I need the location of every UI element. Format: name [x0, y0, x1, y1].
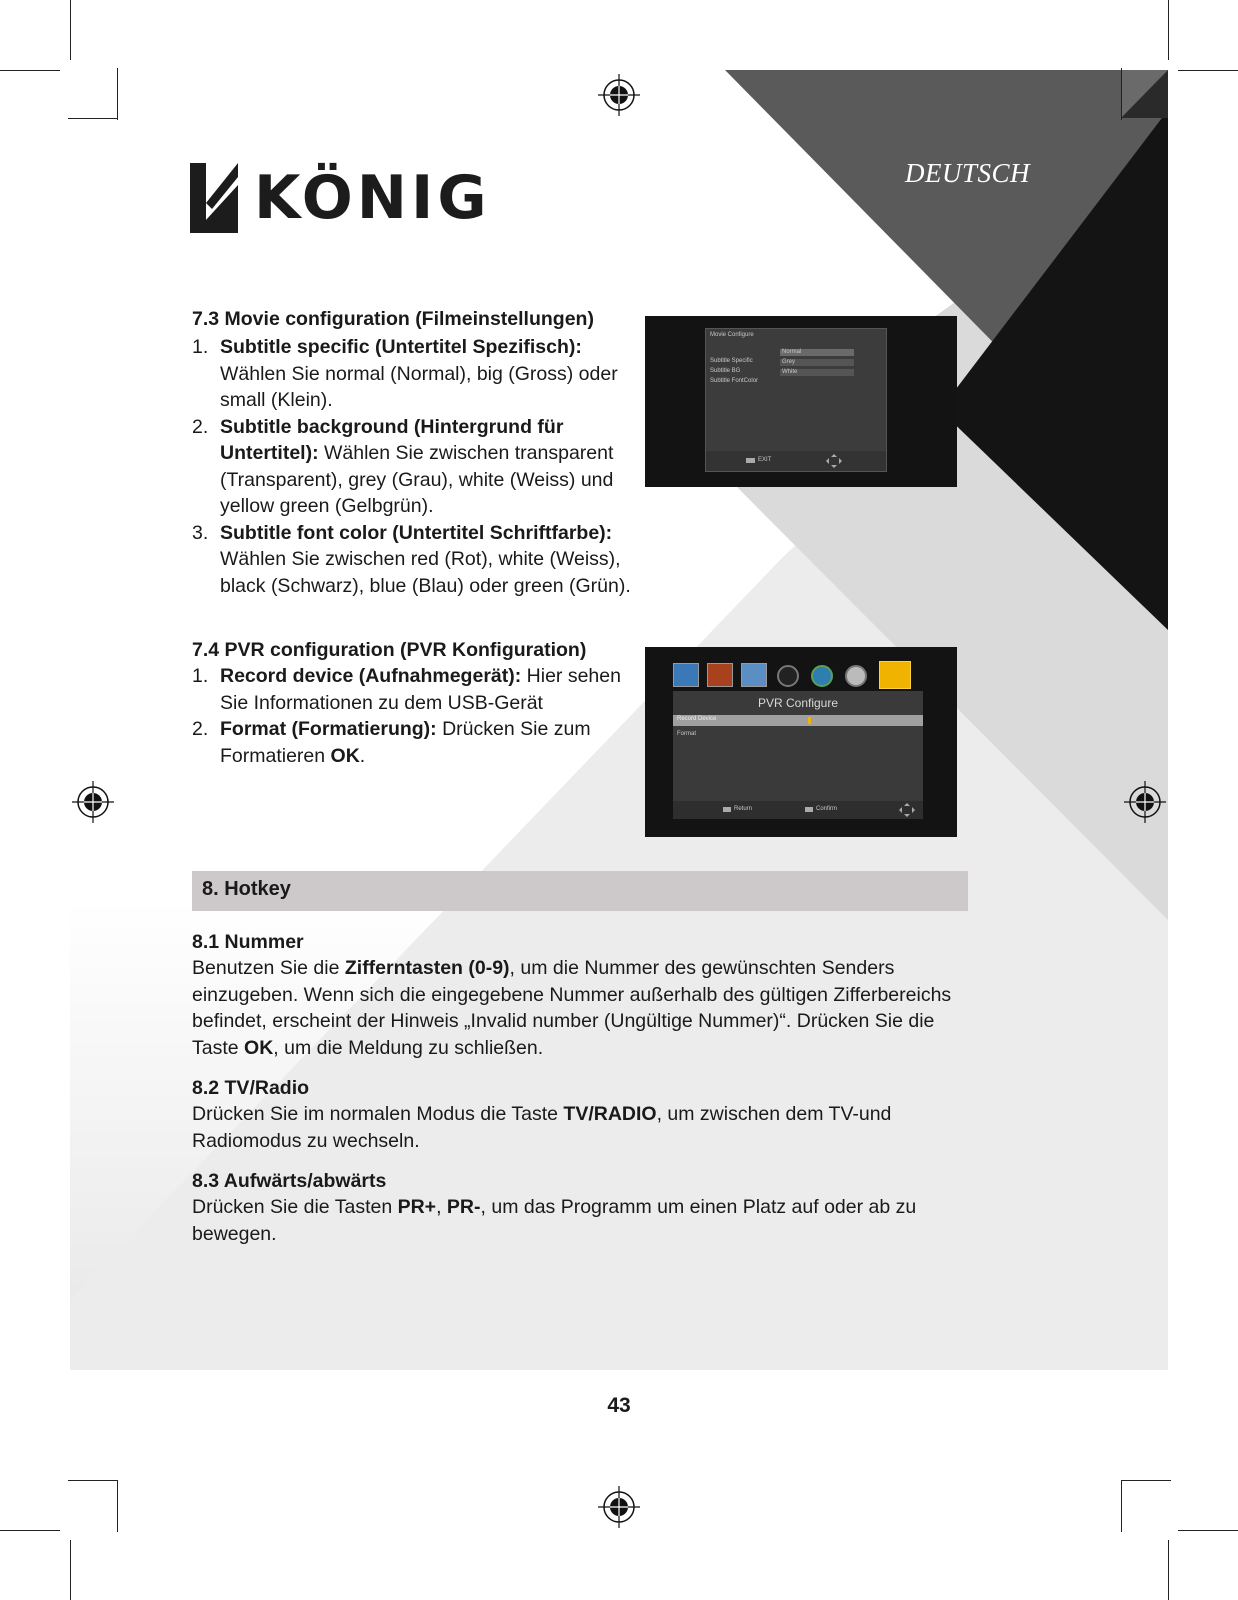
paragraph-key: OK	[244, 1036, 274, 1059]
screen-row	[710, 369, 882, 384]
crop-mark	[1168, 1540, 1169, 1600]
pvr-configure-screenshot	[645, 647, 957, 837]
item-number: 2.	[192, 415, 209, 438]
screen-footer	[706, 451, 886, 471]
item-term: Subtitle font color (Untertitel Schriftfarbe):	[220, 521, 613, 544]
confirm-label: Confirm	[816, 806, 838, 812]
crop-mark	[1121, 1480, 1171, 1481]
paragraph-text: , um das Programm um einen Platz auf oder ab zu bewegen.	[192, 1196, 917, 1245]
paragraph-key: TV/RADIO	[563, 1103, 657, 1125]
crop-mark	[117, 1480, 118, 1532]
list-item	[192, 520, 632, 600]
registration-mark-icon	[1124, 781, 1166, 823]
crop-mark	[70, 0, 71, 60]
crop-mark	[68, 118, 118, 119]
globe-icon	[811, 665, 833, 687]
konig-k-mark-icon	[190, 163, 240, 233]
row-label: Format	[677, 731, 697, 737]
screen-title: Movie Configure	[710, 332, 754, 338]
crop-mark	[1121, 68, 1122, 120]
paragraph-text: ,	[436, 1196, 447, 1218]
registration-mark-icon	[72, 781, 114, 823]
item-term: Format (Formatierung):	[220, 718, 437, 740]
section-heading: 8.3 Aufwärts/abwärts	[192, 1170, 387, 1192]
section-8-2	[192, 1075, 962, 1154]
section-heading: 8.1 Nummer	[192, 931, 304, 953]
crop-mark	[68, 1480, 118, 1481]
movie-configure-screenshot	[645, 316, 957, 487]
item-term: Subtitle specific (Untertitel Spezifisch):	[220, 336, 582, 358]
row-label: Subtitle Specific	[710, 358, 753, 364]
screen-panel	[673, 691, 923, 819]
time-icon	[777, 665, 799, 687]
list-item	[192, 663, 632, 716]
item-text: Wählen Sie zwischen transparent (Transparent), grey (Grau), white (Weiss) und yellow green (Gelbgrün).	[220, 442, 614, 517]
section-heading: 8.2 TV/Radio	[192, 1077, 310, 1099]
section-heading: 7.3 Movie configuration (Filmeinstellungen)	[192, 308, 594, 330]
item-number: 1.	[192, 336, 209, 358]
section-7-3	[192, 306, 632, 599]
screen-row-selected	[673, 715, 923, 726]
item-text: Wählen Sie zwischen red (Rot), white (Weiss), black (Schwarz), blue (Blau) oder green (Grün).	[220, 548, 631, 597]
paragraph-text: , um die Nummer des gewünschten Senders einzugeben. Wenn sich die eingegebene Nummer außerhalb des gültigen Zifferbereichs befindet, erscheint der Hinweis „Invalid number (Ungültige Nummer)“. Drücken Sie die Taste	[192, 957, 952, 1059]
brand-name: KÖNIG	[254, 163, 491, 233]
paragraph-text: , um zwischen dem TV-und Radiomodus zu wechseln.	[192, 1103, 892, 1152]
paragraph	[192, 1194, 962, 1247]
row-label: Subtitle BG	[710, 368, 741, 374]
selection-marker-icon	[808, 717, 811, 724]
item-text: Hier sehen Sie Informationen zu dem USB-Gerät	[220, 665, 621, 714]
paragraph	[192, 1101, 962, 1154]
crop-mark	[1121, 1480, 1122, 1532]
item-number: 2.	[192, 718, 209, 740]
screen-footer	[673, 801, 923, 819]
section-heading: 8. Hotkey	[202, 878, 291, 900]
paragraph-text: Benutzen Sie die	[192, 957, 345, 979]
item-text: Wählen Sie normal (Normal), big (Gross) oder small (Klein).	[220, 362, 618, 411]
section-8-1	[192, 929, 962, 1061]
paragraph-key: Zifferntasten (0-9)	[344, 957, 510, 979]
search-channel-icon	[741, 663, 767, 687]
crop-mark	[117, 68, 118, 120]
item-number: 1.	[192, 665, 209, 687]
exit-label: EXIT	[758, 457, 772, 463]
page-number: 43	[607, 1394, 631, 1417]
item-list	[192, 663, 632, 769]
movie-icon	[707, 663, 733, 687]
registration-mark-icon	[598, 1486, 640, 1528]
registration-mark-icon	[598, 74, 640, 116]
return-key-icon	[723, 807, 731, 812]
navigation-arrows-icon	[899, 803, 915, 817]
screen-title: PVR Configure	[757, 696, 839, 710]
language-label: DEUTSCH	[905, 158, 1031, 188]
screen-panel	[705, 328, 887, 472]
paragraph-text: , um die Meldung zu schließen.	[273, 1036, 544, 1059]
return-label: Return	[734, 806, 753, 812]
disc-icon	[845, 665, 867, 687]
row-value: Normal	[780, 349, 854, 356]
crop-mark	[0, 70, 60, 71]
paragraph-text: Drücken Sie die Tasten	[192, 1196, 398, 1218]
row-label: Subtitle FontColor	[710, 378, 759, 384]
item-key: OK	[330, 744, 360, 767]
pvr-icon	[879, 661, 911, 689]
item-term: Subtitle background (Hintergrund für Untertitel):	[220, 415, 564, 464]
item-term: Record device (Aufnahmegerät):	[220, 665, 522, 687]
picture-icon	[673, 663, 699, 687]
brand-logo	[190, 163, 491, 233]
row-value: Grey	[780, 359, 854, 366]
list-item	[192, 334, 632, 414]
paragraph-key: PR+	[397, 1196, 437, 1218]
crop-mark	[0, 1530, 60, 1531]
confirm-key-icon	[805, 807, 813, 812]
item-text: Drücken Sie zum Formatieren	[220, 718, 591, 767]
exit-key-icon	[746, 458, 755, 463]
list-item	[192, 414, 632, 520]
paragraph	[192, 955, 962, 1061]
row-label: Record Device	[677, 716, 717, 722]
item-text: .	[359, 744, 366, 767]
section-8-3	[192, 1168, 962, 1247]
crop-mark	[70, 1540, 71, 1600]
crop-mark	[1178, 70, 1238, 71]
crop-mark	[1168, 0, 1169, 60]
paragraph-text: Drücken Sie im normalen Modus die Taste	[192, 1103, 564, 1125]
navigation-arrows-icon	[826, 454, 842, 468]
crop-mark	[1178, 1530, 1238, 1531]
item-list	[192, 334, 632, 599]
item-number: 3.	[192, 521, 209, 544]
section-heading: 7.4 PVR configuration (PVR Konfiguration)	[192, 639, 587, 661]
menu-icon-bar	[673, 661, 923, 691]
list-item	[192, 716, 632, 769]
row-value: White	[780, 369, 854, 376]
paragraph-key: PR-	[446, 1196, 481, 1218]
section-7-4	[192, 637, 632, 769]
section-8-header	[192, 871, 968, 911]
